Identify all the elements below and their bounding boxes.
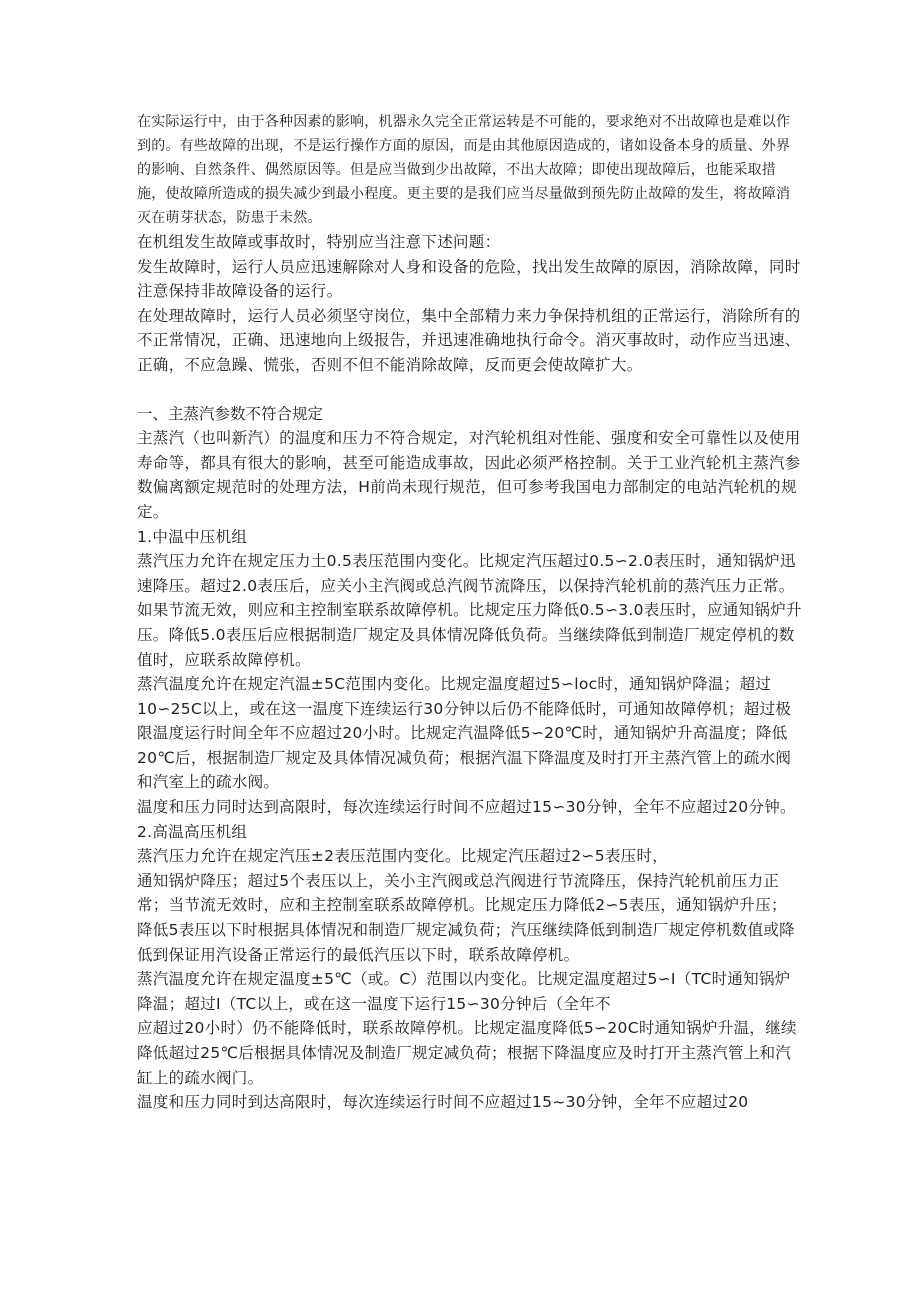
subsection2-combined-paragraph: 温度和压力同时到达高限时，每次连续运行时间不应超过15~30分钟，全年不应超过20 bbox=[137, 1093, 749, 1112]
subsection-title-2: 2.高温高压机组 bbox=[137, 822, 248, 841]
subsection-title-1: 1.中温中压机组 bbox=[137, 527, 248, 546]
subsection2-temperature-paragraph-b: 应超过20小时）仍不能降低时，联系故障停机。比规定温度降低5∽20C时通知锅炉升温，继续降低超过25℃后根据具体情况及制造厂规定减负荷；根据下降温度应及时打开主蒸汽管上和汽缸上的疏水阀门。 bbox=[137, 1019, 797, 1087]
subsection1-combined-paragraph: 温度和压力同时达到高限时，每次连续运行时间不应超过15∽30分钟，全年不应超过20分钟。 bbox=[137, 798, 796, 817]
subsection1-pressure-paragraph: 蒸汽压力允许在规定压力土0.5表压范围内变化。比规定汽压超过0.5∽2.0表压时，通知锅炉迅速降压。超过2.0表压后，应关小主汽阀或总汽阀节流降压，以保持汽轮机前的蒸汽压力正常。如果节流无效，则应和主控制室联系故障停机。比规定压力降低0.5∽3.0表压时，应通知锅炉升压。降低5.0表压后应根据制造厂规定及具体情况降低负荷。当继续降低到制造厂规定停机的数值时，应联系故障停机。 bbox=[137, 552, 802, 669]
intro-paragraph-4: 在处理故障时，运行人员必须坚守岗位，集中全部精力来力争保持机组的正常运行，消除所有的不正常情况，正确、迅速地向上级报告，并迅速准确地执行命令。消灭事故时，动作应当迅速、正确，不应急躁、慌张，否则不但不能消除故障，反而更会使故障扩大。 bbox=[137, 306, 801, 374]
subsection2-temperature-paragraph-a: 蒸汽温度允许在规定温度±5℃（或。C）范围以内变化。比规定温度超过5∽I（TC时通知锅炉降温；超过I（TC以上，或在这一温度下运行15∽30分钟后（全年不 bbox=[137, 970, 791, 1013]
paragraph-gap bbox=[137, 378, 802, 402]
subsection1-temperature-paragraph: 蒸汽温度允许在规定汽温±5C范围内变化。比规定温度超过5∽loc时，通知锅炉降温；超过10∽25C以上，或在这一温度下连续运行30分钟以后仍不能降低时，可通知故障停机；超过极限温度运行时间全年不应超过20小时。比规定汽温降低5∽20℃时，通知锅炉升高温度；降低20℃后，根据制造厂规定及具体情况减负荷；根据汽温下降温度及时打开主蒸汽管上的疏水阀和汽室上的疏水阀。 bbox=[137, 675, 792, 792]
section-paragraph-1: 主蒸汽（也叫新汽）的温度和压力不符合规定，对汽轮机组对性能、强度和安全可靠性以及使用寿命等，都具有很大的影响，甚至可能造成事故，因此必须严格控制。关于工业汽轮机主蒸汽参数偏离额定规范时的处理方法，H前尚未现行规范，但可参考我国电力部制定的电站汽轮机的规定。 bbox=[137, 429, 801, 521]
intro-paragraph-3: 发生故障时，运行人员应迅速解除对人身和设备的危险，找出发生故障的原因，消除故障，同时注意保持非故障设备的运行。 bbox=[137, 257, 801, 301]
section-heading: 一、主蒸汽参数不符合规定 bbox=[137, 404, 324, 423]
document-page bbox=[137, 110, 802, 1115]
intro-paragraph-2: 在机组发生故障或事故时，特别应当注意下述问题： bbox=[137, 233, 501, 251]
subsection2-pressure-paragraph: 通知锅炉降压；超过5个表压以上，关小主汽阀或总汽阀进行节流降压，保持汽轮机前压力正常；当节流无效时，应和主控制室联系故障停机。比规定压力降低2∽5表压，通知锅炉升压；降低5表压以下时根据具体情况和制造厂规定减负荷；汽压继续降低到制造厂规定停机数值或降低到保证用汽设备正常运行的最低汽压以下时，联系故障停机。 bbox=[137, 871, 795, 964]
intro-paragraph-1: 在实际运行中，由于各种因素的影响，机器永久完全正常运转是不可能的，要求绝对不出故障也是难以作到的。有些故障的出现，不是运行操作方面的原因，而是由其他原因造成的，诸如设备本身的质量、外界的影响、自然条件、偶然原因等。但是应当做到少出故障，不出大故障；即使出现故障后，也能采取措施，使故障所造成的损失减少到最小程度。更主要的是我们应当尽量做到预先防止故障的发生，将故障消灭在萌芽状态，防患于未然。 bbox=[137, 114, 791, 226]
subsection2-pressure-line1: 蒸汽压力允许在规定汽压±2表压范围内变化。比规定汽压超过2∽5表压时， bbox=[137, 847, 669, 866]
